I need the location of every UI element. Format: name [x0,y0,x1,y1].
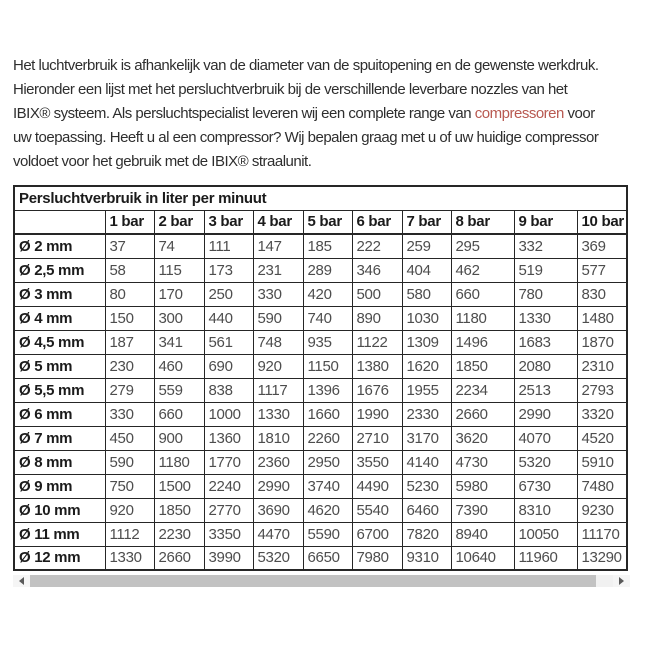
value-cell: 7820 [402,522,451,546]
value-cell: 1330 [105,546,154,570]
value-cell: 11960 [514,546,577,570]
value-cell: 115 [154,258,204,282]
value-cell: 10640 [451,546,514,570]
col-header-6-bar: 6 bar [352,210,402,234]
value-cell: 6460 [402,498,451,522]
value-cell: 577 [577,258,627,282]
table-row [14,258,627,282]
row-label: Ø 5 mm [14,354,105,378]
value-cell: 1309 [402,330,451,354]
value-cell: 231 [253,258,303,282]
value-cell: 1030 [402,306,451,330]
value-cell: 332 [514,234,577,258]
value-cell: 74 [154,234,204,258]
table-row [14,306,627,330]
value-cell: 590 [105,450,154,474]
col-header-10-bar: 10 bar [577,210,627,234]
value-cell: 11170 [577,522,627,546]
persluchtverbruik-table [13,185,628,571]
value-cell: 1683 [514,330,577,354]
value-cell: 2230 [154,522,204,546]
value-cell: 3350 [204,522,253,546]
value-cell: 1810 [253,426,303,450]
intro-line-3-before: IBIX® systeem. Als persluchtspecialist leveren wij een complete range van [13,105,475,122]
value-cell: 2990 [514,402,577,426]
value-cell: 7480 [577,474,627,498]
value-cell: 838 [204,378,253,402]
value-cell: 2360 [253,450,303,474]
value-cell: 830 [577,282,627,306]
intro-line-3-after: voor [563,105,595,122]
value-cell: 2310 [577,354,627,378]
table-row [14,378,627,402]
value-cell: 1000 [204,402,253,426]
value-cell: 404 [402,258,451,282]
table-row [14,354,627,378]
value-cell: 748 [253,330,303,354]
col-header-1-bar: 1 bar [105,210,154,234]
value-cell: 9230 [577,498,627,522]
row-label: Ø 4 mm [14,306,105,330]
value-cell: 1480 [577,306,627,330]
scrollbar-thumb[interactable] [30,575,596,587]
value-cell: 500 [352,282,402,306]
value-cell: 3620 [451,426,514,450]
table-row [14,522,627,546]
value-cell: 2234 [451,378,514,402]
value-cell: 5910 [577,450,627,474]
value-cell: 2260 [303,426,352,450]
value-cell: 111 [204,234,253,258]
value-cell: 300 [154,306,204,330]
value-cell: 341 [154,330,204,354]
value-cell: 460 [154,354,204,378]
value-cell: 1380 [352,354,402,378]
value-cell: 690 [204,354,253,378]
value-cell: 187 [105,330,154,354]
table-row [14,282,627,306]
value-cell: 13290 [577,546,627,570]
value-cell: 1360 [204,426,253,450]
value-cell: 590 [253,306,303,330]
value-cell: 5980 [451,474,514,498]
intro-line-3 [13,102,640,126]
table-title: Persluchtverbruik in liter per minuut [14,186,627,210]
row-label: Ø 7 mm [14,426,105,450]
row-label: Ø 2 mm [14,234,105,258]
row-label: Ø 5,5 mm [14,378,105,402]
value-cell: 5540 [352,498,402,522]
table-body [14,234,627,570]
table-row [14,450,627,474]
value-cell: 2660 [451,402,514,426]
value-cell: 1850 [451,354,514,378]
value-cell: 2950 [303,450,352,474]
value-cell: 920 [253,354,303,378]
row-label: Ø 8 mm [14,450,105,474]
col-header-9-bar: 9 bar [514,210,577,234]
value-cell: 3170 [402,426,451,450]
value-cell: 1500 [154,474,204,498]
value-cell: 2080 [514,354,577,378]
value-cell: 900 [154,426,204,450]
value-cell: 462 [451,258,514,282]
value-cell: 1620 [402,354,451,378]
value-cell: 37 [105,234,154,258]
value-cell: 2330 [402,402,451,426]
row-label: Ø 12 mm [14,546,105,570]
intro-line-5: voldoet voor het gebruik met de IBIX® straalunit. [13,153,312,170]
row-label: Ø 11 mm [14,522,105,546]
value-cell: 5320 [514,450,577,474]
corner-cell [14,210,105,234]
value-cell: 289 [303,258,352,282]
value-cell: 440 [204,306,253,330]
value-cell: 346 [352,258,402,282]
row-label: Ø 2,5 mm [14,258,105,282]
value-cell: 5230 [402,474,451,498]
col-header-8-bar: 8 bar [451,210,514,234]
value-cell: 660 [154,402,204,426]
value-cell: 9310 [402,546,451,570]
value-cell: 3550 [352,450,402,474]
value-cell: 1330 [514,306,577,330]
table-row [14,402,627,426]
value-cell: 2990 [253,474,303,498]
row-label: Ø 3 mm [14,282,105,306]
value-cell: 1990 [352,402,402,426]
value-cell: 330 [105,402,154,426]
value-cell: 1122 [352,330,402,354]
value-cell: 222 [352,234,402,258]
col-header-2-bar: 2 bar [154,210,204,234]
value-cell: 420 [303,282,352,306]
value-cell: 80 [105,282,154,306]
intro-line-2: Hieronder een lijst met het persluchtverbruik bij de verschillende leverbare nozzles van het [13,81,568,98]
value-cell: 295 [451,234,514,258]
value-cell: 250 [204,282,253,306]
col-header-3-bar: 3 bar [204,210,253,234]
value-cell: 4470 [253,522,303,546]
value-cell: 4490 [352,474,402,498]
value-cell: 4140 [402,450,451,474]
table-row [14,330,627,354]
value-cell: 1150 [303,354,352,378]
value-cell: 561 [204,330,253,354]
scroll-right-button[interactable] [613,575,630,587]
value-cell: 369 [577,234,627,258]
value-cell: 3690 [253,498,303,522]
value-cell: 170 [154,282,204,306]
value-cell: 58 [105,258,154,282]
value-cell: 259 [402,234,451,258]
value-cell: 780 [514,282,577,306]
table-row [14,234,627,258]
row-label: Ø 4,5 mm [14,330,105,354]
row-label: Ø 10 mm [14,498,105,522]
value-cell: 173 [204,258,253,282]
value-cell: 147 [253,234,303,258]
value-cell: 8940 [451,522,514,546]
value-cell: 1955 [402,378,451,402]
value-cell: 2513 [514,378,577,402]
table-row [14,498,627,522]
value-cell: 1496 [451,330,514,354]
value-cell: 1850 [154,498,204,522]
intro-line-1: Het luchtverbruik is afhankelijk van de diameter van de spuitopening en de gewenste werkdruk. [13,57,599,74]
value-cell: 2770 [204,498,253,522]
value-cell: 1330 [253,402,303,426]
value-cell: 330 [253,282,303,306]
value-cell: 519 [514,258,577,282]
compressoren-link[interactable]: compressoren [474,105,564,122]
value-cell: 740 [303,306,352,330]
table-row [14,426,627,450]
value-cell: 3990 [204,546,253,570]
value-cell: 1180 [154,450,204,474]
value-cell: 2710 [352,426,402,450]
col-header-4-bar: 4 bar [253,210,303,234]
value-cell: 230 [105,354,154,378]
intro-paragraph [13,54,640,174]
value-cell: 4520 [577,426,627,450]
value-cell: 2240 [204,474,253,498]
value-cell: 750 [105,474,154,498]
value-cell: 279 [105,378,154,402]
value-cell: 1676 [352,378,402,402]
col-header-5-bar: 5 bar [303,210,352,234]
value-cell: 1396 [303,378,352,402]
value-cell: 2793 [577,378,627,402]
value-cell: 1770 [204,450,253,474]
value-cell: 185 [303,234,352,258]
value-cell: 920 [105,498,154,522]
value-cell: 4730 [451,450,514,474]
value-cell: 935 [303,330,352,354]
value-cell: 5590 [303,522,352,546]
value-cell: 1112 [105,522,154,546]
value-cell: 7980 [352,546,402,570]
value-cell: 580 [402,282,451,306]
scroll-right-icon [619,577,624,585]
value-cell: 7390 [451,498,514,522]
value-cell: 1117 [253,378,303,402]
table-row [14,546,627,570]
value-cell: 6650 [303,546,352,570]
scrollbar-track[interactable] [30,575,613,587]
value-cell: 150 [105,306,154,330]
scroll-left-icon [19,577,24,585]
value-cell: 1870 [577,330,627,354]
horizontal-scrollbar[interactable] [13,575,630,587]
value-cell: 5320 [253,546,303,570]
value-cell: 4070 [514,426,577,450]
value-cell: 890 [352,306,402,330]
value-cell: 10050 [514,522,577,546]
value-cell: 3740 [303,474,352,498]
value-cell: 6730 [514,474,577,498]
row-label: Ø 9 mm [14,474,105,498]
value-cell: 559 [154,378,204,402]
table-row [14,474,627,498]
value-cell: 6700 [352,522,402,546]
value-cell: 1180 [451,306,514,330]
value-cell: 2660 [154,546,204,570]
intro-line-4: uw toepassing. Heeft u al een compressor? Wij bepalen graag met u of uw huidige compressor [13,129,599,146]
value-cell: 660 [451,282,514,306]
value-cell: 8310 [514,498,577,522]
value-cell: 1660 [303,402,352,426]
value-cell: 3320 [577,402,627,426]
col-header-7-bar: 7 bar [402,210,451,234]
scroll-left-button[interactable] [13,575,30,587]
table-header-row [14,210,627,234]
table-title-row [14,186,627,210]
row-label: Ø 6 mm [14,402,105,426]
value-cell: 4620 [303,498,352,522]
value-cell: 450 [105,426,154,450]
